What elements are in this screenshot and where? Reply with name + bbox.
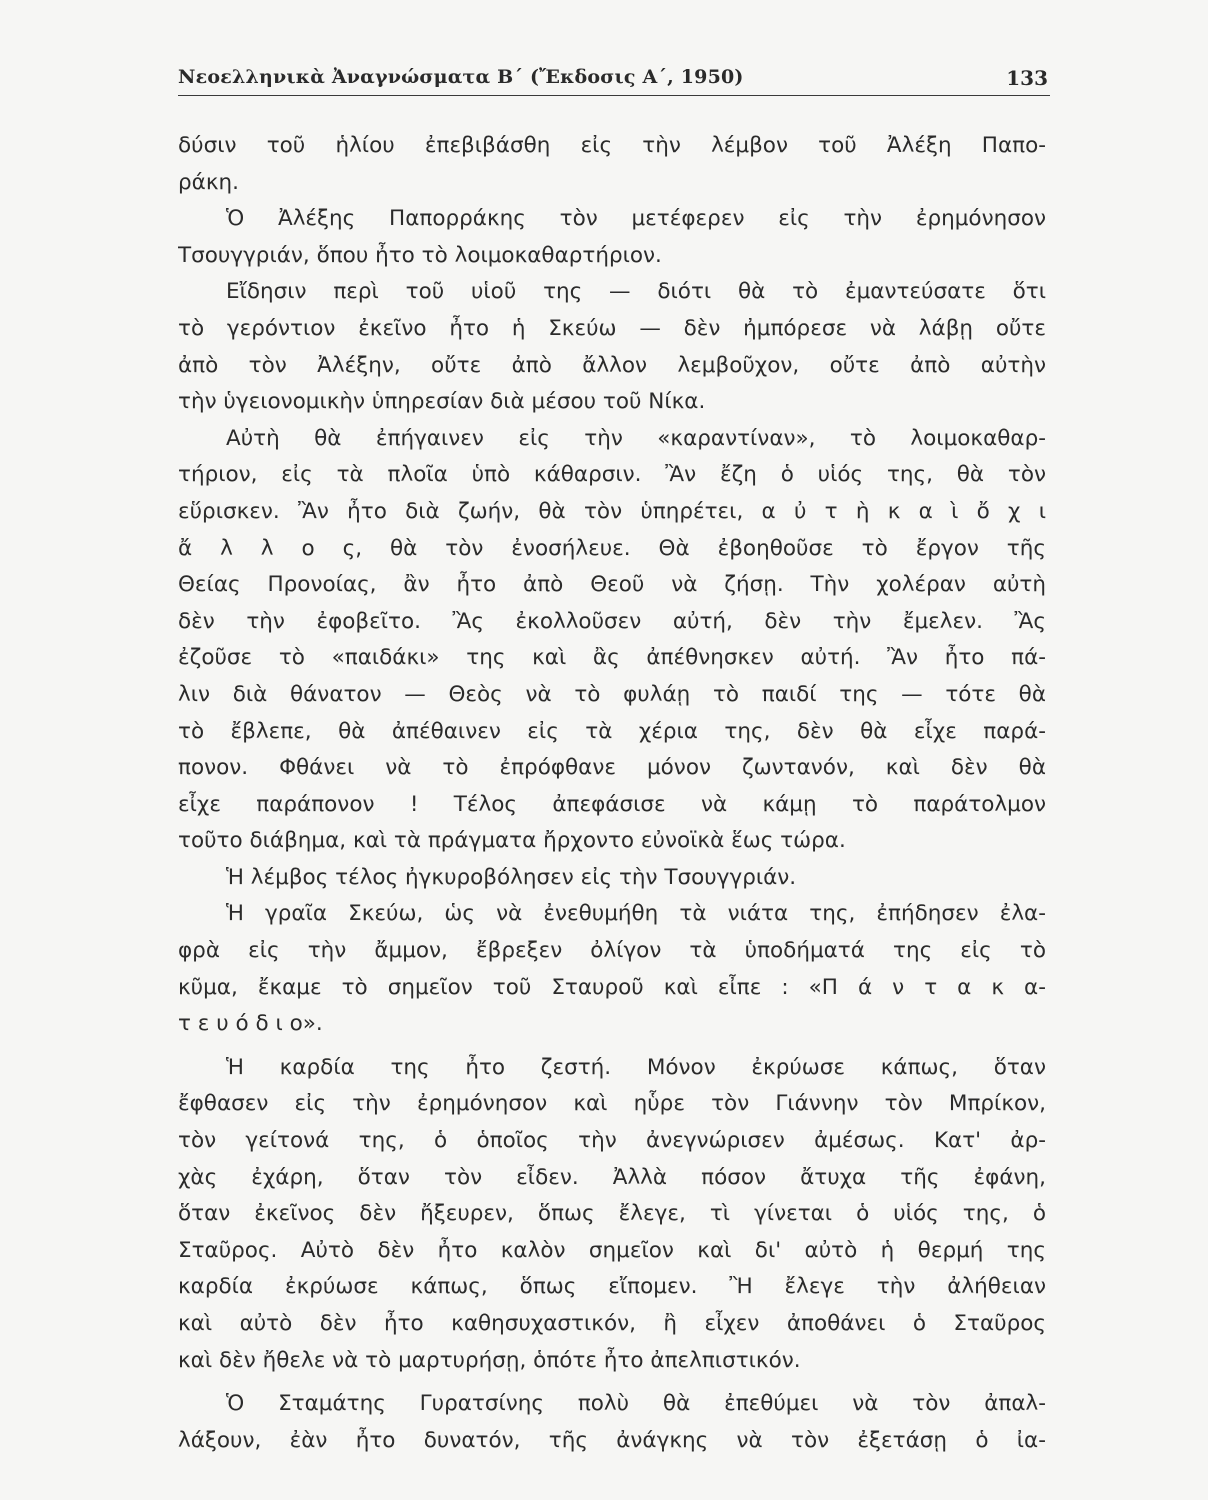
text-line: τὴν ὑγειονομικὴν ὑπηρεσίαν διὰ μέσου τοῦ Νίκα. xyxy=(178,389,706,415)
text-line: Ὁ Ἀλέξης Παπορράκης τὸν μετέφερεν εἰς τὴν ἐρημόνησον xyxy=(226,206,1046,232)
text-line: Θείας Προνοίας, ἂν ἦτο ἀπὸ Θεοῦ νὰ ζήσῃ. Τὴν χολέραν αὐτὴ xyxy=(178,572,1046,598)
text-line: τ ε υ ό δ ι ο». xyxy=(178,1011,323,1037)
text-line: τήριον, εἰς τὰ πλοῖα ὑπὸ κάθαρσιν. Ἂν ἔζη ὁ υἱός της, θὰ τὸν xyxy=(178,462,1046,488)
text-line: ράκη. xyxy=(178,169,239,195)
text-line: καὶ δὲν ἤθελε νὰ τὸ μαρτυρήσῃ, ὁπότε ἦτο ἀπελπιστικόν. xyxy=(178,1347,801,1373)
text-line: Ἡ γραῖα Σκεύω, ὡς νὰ ἐνεθυμήθη τὰ νιάτα της, ἐπήδησεν ἐλα- xyxy=(226,901,1046,927)
text-line: Εἴδησιν περὶ τοῦ υἱοῦ της — διότι θὰ τὸ ἐμαντεύσατε ὅτι xyxy=(226,279,1046,305)
text-line: χὰς ἐχάρη, ὅταν τὸν εἶδεν. Ἀλλὰ πόσον ἄτυχα τῆς ἐφάνη, xyxy=(178,1164,1046,1190)
text-line: τὸ ἔβλεπε, θὰ ἀπέθαινεν εἰς τὰ χέρια της, δὲν θὰ εἶχε παρά- xyxy=(178,718,1046,744)
text-line: Ὁ Σταμάτης Γυρατσίνης πολὺ θὰ ἐπεθύμει νὰ τὸν ἀπαλ- xyxy=(226,1391,1046,1417)
text-line: δὲν τὴν ἐφοβεῖτο. Ἂς ἐκολλοῦσεν αὐτή, δὲν τὴν ἔμελεν. Ἂς xyxy=(178,608,1046,634)
text-line: λιν διὰ θάνατον — Θεὸς νὰ τὸ φυλάῃ τὸ παιδί της — τότε θὰ xyxy=(178,681,1046,707)
running-header xyxy=(178,66,1050,96)
text-line: ἐζοῦσε τὸ «παιδάκι» της καὶ ἂς ἀπέθνησκεν αὐτή. Ἂν ἦτο πά- xyxy=(178,645,1046,671)
text-line: Ἡ καρδία της ἦτο ζεστή. Μόνον ἐκρύωσε κάπως, ὅταν xyxy=(226,1054,1046,1080)
text-line: πονον. Φθάνει νὰ τὸ ἐπρόφθανε μόνον ζωντανόν, καὶ δὲν θὰ xyxy=(178,755,1046,781)
header-rule xyxy=(178,95,1050,96)
text-line: δύσιν τοῦ ἡλίου ἐπεβιβάσθη εἰς τὴν λέμβον τοῦ Ἀλέξη Παπο- xyxy=(178,133,1046,158)
text-line: ὅταν ἐκεῖνος δὲν ἤξευρεν, ὅπως ἔλεγε, τὶ γίνεται ὁ υἱός της, ὁ xyxy=(178,1201,1046,1227)
text-line: τὸν γείτονά της, ὁ ὁποῖος τὴν ἀνεγνώρισεν ἀμέσως. Κατ' ἀρ- xyxy=(178,1128,1046,1154)
header-title: Νεοελληνικὰ Ἀναγνώσματα Β΄ (Ἔκδοσις Α΄, 1950) xyxy=(178,66,744,88)
text-line: Ἡ λέμβος τέλος ἠγκυροβόλησεν εἰς τὴν Τσουγγριάν. xyxy=(226,864,797,890)
text-line: ἄ λ λ ο ς, θὰ τὸν ἐνοσήλευε. Θὰ ἐβοηθοῦσε τὸ ἔργον τῆς xyxy=(178,535,1046,561)
body-text xyxy=(178,128,1046,1459)
text-line: τὸ γερόντιον ἐκεῖνο ἦτο ἡ Σκεύω — δὲν ἠμπόρεσε νὰ λάβῃ οὔτε xyxy=(178,315,1046,341)
text-line: ἔφθασεν εἰς τὴν ἐρημόνησον καὶ ηὗρε τὸν Γιάννην τὸν Μπρίκον, xyxy=(178,1091,1046,1117)
text-line: εὕρισκεν. Ἂν ἦτο διὰ ζωήν, θὰ τὸν ὑπηρέτει, α ὐ τ ὴ κ α ὶ ὄ χ ι xyxy=(178,498,1046,524)
text-line: λάξουν, ἐὰν ἦτο δυνατόν, τῆς ἀνάγκης νὰ τὸν ἐξετάσῃ ὁ ἰα- xyxy=(178,1427,1046,1453)
text-line: Αὐτὴ θὰ ἐπήγαινεν εἰς τὴν «καραντίναν», τὸ λοιμοκαθαρ- xyxy=(226,425,1046,451)
text-line: καρδία ἐκρύωσε κάπως, ὅπως εἴπομεν. Ἢ ἔλεγε τὴν ἀλήθειαν xyxy=(178,1274,1046,1300)
text-line: ἀπὸ τὸν Ἀλέξην, οὔτε ἀπὸ ἄλλον λεμβοῦχον, οὔτε ἀπὸ αὐτὴν xyxy=(178,352,1046,378)
text-line: εἶχε παράπονον ! Τέλος ἀπεφάσισε νὰ κάμῃ τὸ παράτολμον xyxy=(178,791,1046,817)
text-line: κῦμα, ἔκαμε τὸ σημεῖον τοῦ Σταυροῦ καὶ εἶπε : «Π ά ν τ α κ α- xyxy=(178,974,1046,1000)
text-line: καὶ αὐτὸ δὲν ἦτο καθησυχαστικόν, ἢ εἶχεν ἀποθάνει ὁ Σταῦρος xyxy=(178,1311,1046,1336)
text-line: Σταῦρος. Αὐτὸ δὲν ἦτο καλὸν σημεῖον καὶ δι' αὐτὸ ἡ θερμή της xyxy=(178,1237,1046,1263)
text-line: φρὰ εἰς τὴν ἄμμον, ἔβρεξεν ὀλίγον τὰ ὑποδήματά της εἰς τὸ xyxy=(178,938,1046,964)
text-line: Τσουγγριάν, ὅπου ἦτο τὸ λοιμοκαθαρτήριον. xyxy=(178,242,662,268)
page-number: 133 xyxy=(1006,66,1048,90)
text-line: τοῦτο διάβημα, καὶ τὰ πράγματα ἤρχοντο εὐνοϊκὰ ἕως τώρα. xyxy=(178,828,846,854)
